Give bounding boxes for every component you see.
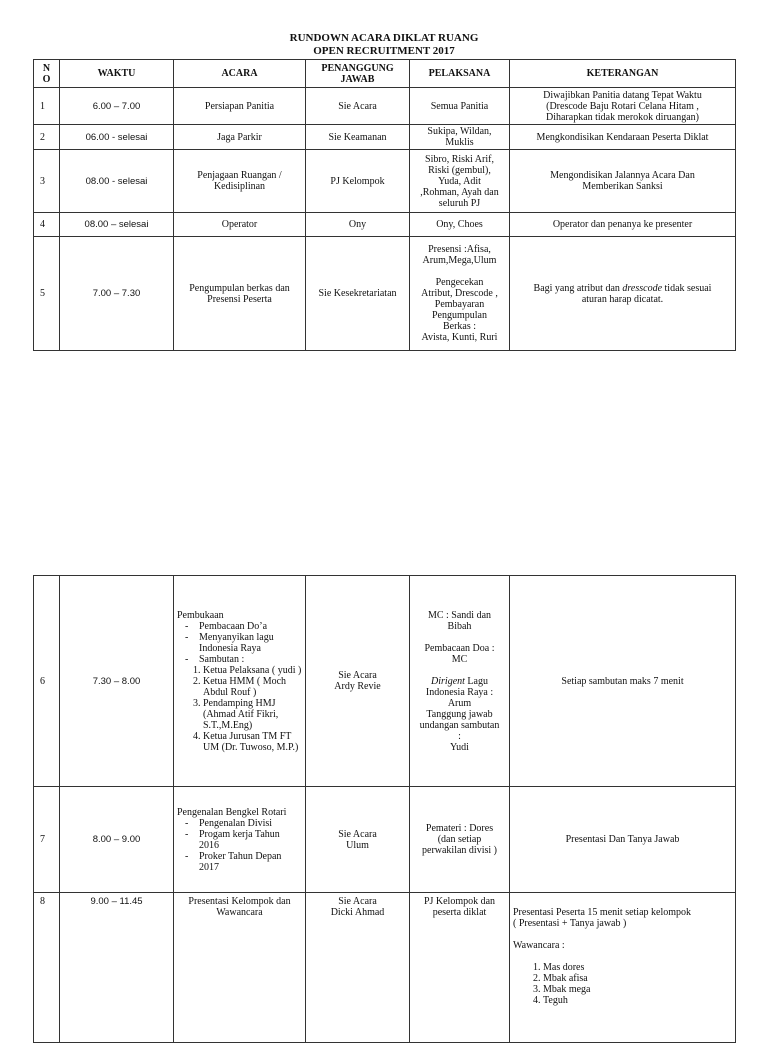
- cell-no: 4: [34, 213, 60, 237]
- cell-no: 3: [34, 150, 60, 213]
- list-item: 2. Ketua HMM ( Moch Abdul Rouf ): [203, 676, 302, 698]
- cell-pj: Ony: [306, 213, 410, 237]
- cell-keterangan: Operator dan penanya ke presenter: [510, 213, 736, 237]
- cell-pj: Sie Acara Dicki Ahmad: [306, 893, 410, 1043]
- cell-keterangan: Bagi yang atribut dan dresscode tidak sesuai aturan harap dicatat.: [510, 237, 736, 351]
- table-row: [34, 787, 736, 893]
- cell-acara: Pengumpulan berkas dan Presensi Peserta: [174, 237, 306, 351]
- list-item: - Proker Tahun Depan 2017: [199, 851, 302, 873]
- table-row: [34, 576, 736, 787]
- cell-pj: Sie Kesekretariatan: [306, 237, 410, 351]
- cell-waktu: 7.30 – 8.00: [60, 576, 174, 787]
- list-item: - Progam kerja Tahun 2016: [199, 829, 302, 851]
- cell-pelaksana: PJ Kelompok dan peserta diklat: [410, 893, 510, 1043]
- cell-acara: Pengenalan Bengkel Rotari - Pengenalan Divisi - Progam kerja Tahun 2016 - Proker Tahun Depan 2017: [174, 787, 306, 893]
- cell-no: 8: [34, 893, 60, 1043]
- cell-keterangan: Mengondisikan Jalannya Acara Dan Memberikan Sanksi: [510, 150, 736, 213]
- cell-pj: Sie Acara Ulum: [306, 787, 410, 893]
- header-waktu: WAKTU: [60, 60, 174, 88]
- cell-pelaksana: MC : Sandi dan Bibah Pembacaan Doa : MC Dirigent Lagu Indonesia Raya : Arum Tanggung jawab undangan sambutan : Yudi: [410, 576, 510, 787]
- cell-pelaksana: Semua Panitia: [410, 88, 510, 125]
- table-row: [34, 237, 736, 351]
- list-item: 4. Ketua Jurusan TM FT UM (Dr. Tuwoso, M.P.): [203, 731, 302, 753]
- table-row: [34, 125, 736, 150]
- list-item: - Menyanyikan lagu Indonesia Raya: [199, 632, 302, 654]
- cell-waktu: 06.00 - selesai: [60, 125, 174, 150]
- cell-acara: Presentasi Kelompok dan Wawancara: [174, 893, 306, 1043]
- cell-waktu: 7.00 – 7.30: [60, 237, 174, 351]
- cell-waktu: 9.00 – 11.45: [60, 893, 174, 1043]
- cell-acara: Jaga Parkir: [174, 125, 306, 150]
- cell-acara: Penjagaan Ruangan / Kedisiplinan: [174, 150, 306, 213]
- header-acara: ACARA: [174, 60, 306, 88]
- list-item: 3. Mbak mega: [543, 984, 732, 995]
- cell-keterangan: Presentasi Peserta 15 menit setiap kelompok ( Presentasi + Tanya jawab ) Wawancara : 1. Mas dores 2. Mbak afisa 3. Mbak mega 4. Teguh: [510, 893, 736, 1043]
- list-item: - Sambutan :: [199, 654, 302, 665]
- cell-keterangan: Diwajibkan Panitia datang Tepat Waktu (Drescode Baju Rotari Celana Hitam , Diharapkan tidak merokok diruangan): [510, 88, 736, 125]
- list-item: - Pembacaan Do’a: [199, 621, 302, 632]
- cell-keterangan: Mengkondisikan Kendaraan Peserta Diklat: [510, 125, 736, 150]
- cell-pelaksana: Sukipa, Wildan, Muklis: [410, 125, 510, 150]
- cell-waktu: 8.00 – 9.00: [60, 787, 174, 893]
- cell-pj: Sie Acara: [306, 88, 410, 125]
- cell-acara: Pembukaan - Pembacaan Do’a - Menyanyikan lagu Indonesia Raya - Sambutan : 1. Ketua Pelaksana ( yudi ) 2. Ketua HMM ( Moch Abdul Rouf ) 3. Pendamping HMJ (Ahmad Atif Fikri, S.T.,M.Eng) 4. Ketua Jurusan TM FT UM (Dr. Tuwoso, M.P.): [174, 576, 306, 787]
- table-row: [34, 893, 736, 1043]
- table-row: [34, 150, 736, 213]
- table-row: [34, 88, 736, 125]
- header-penanggung-jawab: PENANGGUNG JAWAB: [306, 60, 410, 88]
- cell-acara: Operator: [174, 213, 306, 237]
- header-row: [34, 60, 736, 88]
- list-item: 3. Pendamping HMJ (Ahmad Atif Fikri, S.T.,M.Eng): [203, 698, 302, 731]
- cell-no: 1: [34, 88, 60, 125]
- cell-no: 7: [34, 787, 60, 893]
- cell-keterangan: Setiap sambutan maks 7 menit: [510, 576, 736, 787]
- header-no: N O: [34, 60, 60, 88]
- cell-no: 5: [34, 237, 60, 351]
- list-item: - Pengenalan Divisi: [199, 818, 302, 829]
- cell-pelaksana: Ony, Choes: [410, 213, 510, 237]
- cell-pj: Sie Keamanan: [306, 125, 410, 150]
- list-item: 1. Mas dores: [543, 962, 732, 973]
- rundown-table-part2: [33, 575, 736, 1043]
- document-title-line1: RUNDOWN ACARA DIKLAT RUANG: [289, 32, 479, 44]
- cell-waktu: 6.00 – 7.00: [60, 88, 174, 125]
- list-item: 2. Mbak afisa: [543, 973, 732, 984]
- cell-pj: PJ Kelompok: [306, 150, 410, 213]
- cell-no: 2: [34, 125, 60, 150]
- cell-pelaksana: Presensi :Afisa, Arum,Mega,Ulum Pengecekan Atribut, Drescode , Pembayaran Pengumpulan Berkas : Avista, Kunti, Ruri: [410, 237, 510, 351]
- document-title-line2: OPEN RECRUITMENT 2017: [313, 45, 455, 57]
- cell-no: 6: [34, 576, 60, 787]
- cell-waktu: 08.00 – selesai: [60, 213, 174, 237]
- cell-pj: Sie Acara Ardy Revie: [306, 576, 410, 787]
- list-item: 4. Teguh: [543, 995, 732, 1006]
- cell-waktu: 08.00 - selesai: [60, 150, 174, 213]
- table-row: [34, 213, 736, 237]
- rundown-table-part1: [33, 59, 736, 351]
- cell-keterangan: Presentasi Dan Tanya Jawab: [510, 787, 736, 893]
- cell-pelaksana: Pemateri : Dores (dan setiap perwakilan divisi ): [410, 787, 510, 893]
- list-item: 1. Ketua Pelaksana ( yudi ): [203, 665, 302, 676]
- header-pelaksana: PELAKSANA: [410, 60, 510, 88]
- cell-acara: Persiapan Panitia: [174, 88, 306, 125]
- header-keterangan: KETERANGAN: [510, 60, 736, 88]
- cell-pelaksana: Sibro, Riski Arif, Riski (gembul), Yuda, Adit ,Rohman, Ayah dan seluruh PJ: [410, 150, 510, 213]
